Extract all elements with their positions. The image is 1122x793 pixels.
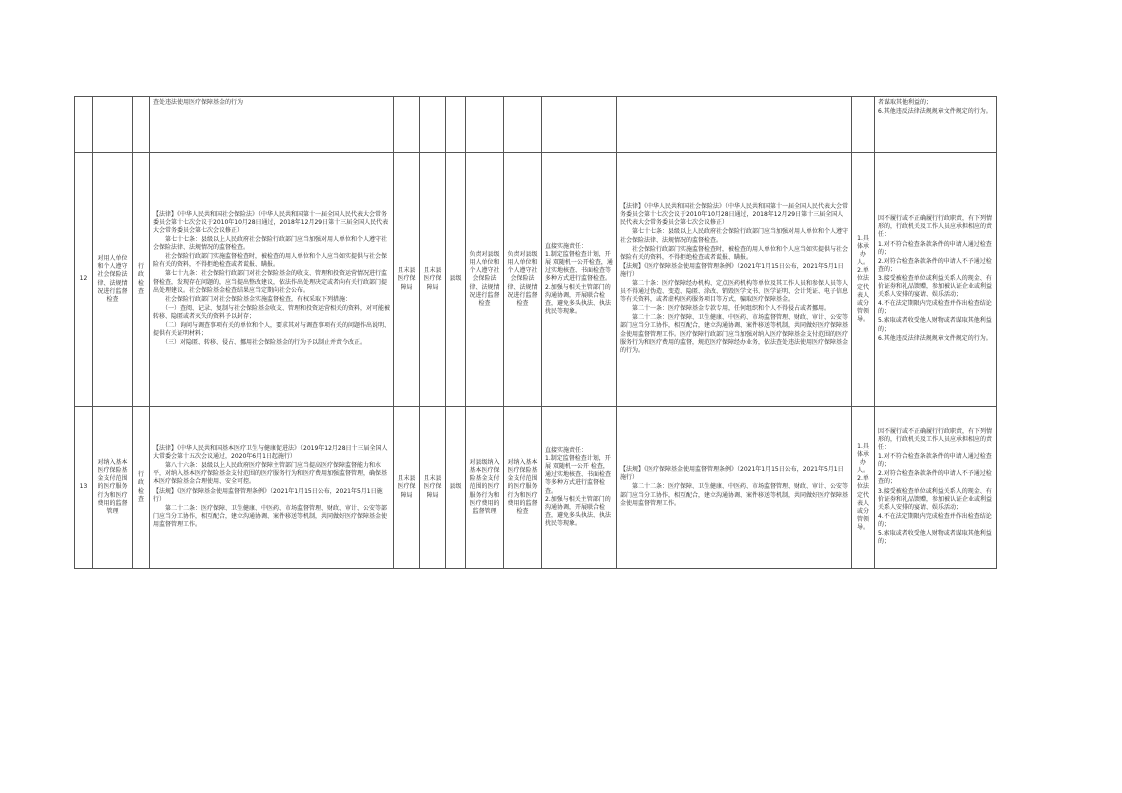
responsibility-content: 对纳入基本医疗保险基金支付范围的医疗服务行为和医疗费用的监督检查 <box>504 407 542 569</box>
paragraph: 【法规】《医疗保障基金使用监督管理条例》（2021年1月15日公布，2021年5月1日施行） <box>620 262 844 278</box>
responsible-persons: 1.具体承办人。 2.单位法定代表人或分管领导。 <box>852 407 875 569</box>
accountability-clauses <box>875 97 997 153</box>
table-row <box>75 407 997 569</box>
paragraph: 【法规】《医疗保障基金使用监督管理条例》（2021年1月15日公布，2021年5月1日施行） <box>620 466 844 482</box>
table-row <box>75 153 997 407</box>
paragraph: 社会保险行政部门实施监督检查时，被检查的用人单位和个人应当如实提供与社会保险有关的资料，不得拒绝检查或者谎报、瞒报。 <box>620 245 849 261</box>
paragraph: 3.接受被检查单位或利益关系人的现金、有价证券和礼品馈赠，参加被认证企业或利益关系人安排的宴请、娱乐活动； <box>878 274 993 299</box>
paragraph: 【法规】《医疗保障基金使用监督管理条例》（2021年1月15日公布，2021年5月1日施行） <box>153 487 383 503</box>
paragraph: 2.对符合检查条款条件的申请人不予通过检查的； <box>878 470 992 486</box>
paragraph: （二）询问与调查事项有关的单位和个人，要求其对与调查事项有关的问题作出说明、提供有关证明材料； <box>153 321 391 338</box>
accountability-clauses <box>875 407 997 569</box>
power-type <box>133 97 150 153</box>
paragraph: 5.索取或者收受他人财物或者谋取其他利益的； <box>878 529 992 546</box>
legal-basis <box>150 97 394 153</box>
responsible-persons <box>852 97 875 153</box>
responsibility-subject <box>466 97 504 153</box>
paragraph: 因不履行或不正确履行行政职责，有下列情形的，行政机关及工作人员应承担相应的责任： <box>878 427 993 452</box>
responsible-persons: 1.具体承办人。 2.单位法定代表人或分管领导。 <box>852 153 875 407</box>
paragraph: 第二十二条：医疗保障、卫生健康、中医药、市场监督管理、财政、审计、公安等部门应当分工协作，相互配合，建立沟通协调、案件移送等机制，共同做好医疗保障基金使用监督管理工作。 <box>153 504 388 528</box>
paragraph: 第二十一条：医疗保障基金专款专用，任何组织和个人不得侵占或者挪用。 <box>620 305 831 313</box>
paragraph: 3.接受被检查单位或利益关系人的现金、有价证券和礼品馈赠，参加被认证企业或利益关系人安排的宴请、娱乐活动； <box>878 487 993 511</box>
implementing-department <box>394 97 420 153</box>
duty-items: 直接实施责任： 1.制定监督检查计划，开展 双随机一公开检查，通过实地核查、书面检查等多种方式进行监督检查。 2.加强与相关主管部门的沟通协调，开展联合检查，避免多头执法、执法扰民等现象。 <box>542 153 617 407</box>
power-type: 行政检查 <box>133 407 150 569</box>
paragraph: 第八十六条：县级以上人民政府医疗保障主管部门应当提高医疗保障监督能力和水平，对纳入基本医疗保险基金支付范围的医疗服务行为和医疗费用加强监督管理，确保基本医疗保险基金合理使用、安全可控。 <box>153 462 388 486</box>
duty-items: 直接实施责任： 1.制定监督检查计划，开展 双随机一公开 检查，通过实地核查、书面检查等多种方式进行监督检查。 2.加强与相关主管部门的沟通协调，开展联合检查，避免多头执法、执法扰民等现象。 <box>542 407 617 569</box>
paragraph: 社会保险行政部门实施监督检查时，被检查的用人单位和个人应当如实提供与社会保险有关的资料，不得拒绝检查或者谎报、瞒报。 <box>153 253 388 269</box>
paragraph: 第七十九条：社会保险行政部门对社会保险基金的收支、管理和投资运营情况进行监督检查，发现存在问题的，应当提出整改建议，依法作出处理决定或者向有关行政部门提出处理建议。社会保险基金检查结果应当定期向社会公布。 <box>153 270 388 294</box>
responsible-office <box>420 97 446 153</box>
accountability-clauses <box>875 153 997 407</box>
responsibility-subject: 对县级纳入基本医疗保险基金支付范围的医疗服务行为和医疗费用的监督管理 <box>466 407 504 569</box>
responsible-office: 且末县医疗保障局 <box>420 153 446 407</box>
inspection-item: 对用人单位和个人遵守社会保险法律、法规情况进行监督检查 <box>93 153 133 407</box>
legal-basis <box>150 153 394 407</box>
inspection-item: 对纳入基本医疗保险基金支付范围的医疗服务行为和医疗费用的监督管理 <box>93 407 133 569</box>
paragraph: 【法律】《中华人民共和国社会保险法》（中华人民共和国第十一届全国人民代表大会常务委员会第十七次会议于2010年10月28日通过，2018年12月29日第十三届全国人民代表大会常务委员会第七次会议修正） <box>620 203 849 227</box>
table-row <box>75 97 997 153</box>
execution-level: 县级 <box>446 407 466 569</box>
paragraph: 查处违法使用医疗保障基金的行为 <box>153 99 244 106</box>
paragraph: 6.其他违反法律法规规章文件规定的行为。 <box>878 108 992 116</box>
row-number: 13 <box>75 407 93 569</box>
paragraph: 【法律】《中华人民共和国基本医疗卫生与健康促进法》（2019年12月28日十三届全国人大常委会第十五次会议通过，2020年6月1日起施行） <box>153 445 388 461</box>
power-type: 行政检查 <box>133 153 150 407</box>
implementing-department: 且末县医疗保障局 <box>394 153 420 407</box>
paragraph: 第二十二条：医疗保障、卫生健康、中医药、市场监督管理、财政、审计、公安等部门应当分工协作，相互配合，建立沟通协调、案件移送等机制，共同做好医疗保障基金使用监督管理工作。 <box>620 483 849 507</box>
inspection-item <box>93 97 133 153</box>
implementing-department: 且末县医疗保障局 <box>394 407 420 569</box>
paragraph: 第二十二条：医疗保障、卫生健康、中医药、市场监督管理、财政、审计、公安等部门应当分工协作，相互配合，建立沟通协调、案件移送等机制，共同做好医疗保障基金使用监督管理工作。医疗保障行政部门应当加强对纳入医疗保障基金支付范围的医疗服务行为和医疗费用的监督，规范医疗保障经办业务，依法查处违法使用医疗保障基金的行为。 <box>620 314 849 354</box>
duty-basis <box>617 407 852 569</box>
paragraph: 者谋取其他利益的； <box>878 99 933 106</box>
row-number <box>75 97 93 153</box>
paragraph: （三）对隐匿、转移、侵占、挪用社会保险基金的行为予以制止并责令改正。 <box>153 339 367 347</box>
duty-items <box>542 97 617 153</box>
paragraph: 社会保险行政部门对社会保险基金实施监督检查，有权采取下列措施： <box>153 295 352 303</box>
paragraph: 1.对不符合检查条款条件的申请人通过检查的； <box>878 453 992 469</box>
legal-basis <box>150 407 394 569</box>
paragraph: 【法律】《中华人民共和国社会保险法》（中华人民共和国第十一届全国人民代表大会常务委员会第十七次会议于2010年10月28日通过，2018年12月29日第十三届全国人民代表大会常务委员会第七次会议修正） <box>153 210 389 234</box>
paragraph: 第七十七条：县级以上人民政府社会保险行政部门应当加强对用人单位和个人遵守社会保险法律、法规情况的监督检查。 <box>153 236 388 252</box>
duty-basis <box>617 153 852 407</box>
responsibility-subject: 负责对县级用人单位和个人遵守社会保险法律、法规情况进行监督检查 <box>466 153 504 407</box>
paragraph: （一）查阅、记录、复制与社会保险基金收支、管理和投资运营相关的资料，对可能被转移、隐匿或者灭失的资料予以封存； <box>153 304 391 320</box>
paragraph: 4.不在法定期限内完成检查并作出检查结论的； <box>878 512 992 528</box>
paragraph: 4.不在法定期限内完成检查并作出检查结论的； <box>878 300 992 316</box>
paragraph: 2.对符合检查条款条件的申请人不予通过检查的； <box>878 257 992 273</box>
responsibility-content: 负责对县级用人单位和个人遵守社会保险法律、法规情况进行监督检查 <box>504 153 542 407</box>
paragraph: 第二十条：医疗保障经办机构、定点医药机构等单位及其工作人员和参保人员等人员不得通过伪造、变造、隐匿、涂改、销毁医学文书、医学证明、会计凭证、电子信息等有关资料，或者虚构医药服务项目等方式，骗取医疗保障基金。 <box>620 280 849 304</box>
paragraph: 第七十七条：县级以上人民政府社会保险行政部门应当加强对用人单位和个人遵守社会保险法律、法规情况的监督检查。 <box>620 228 849 244</box>
paragraph: 5.索取或者收受他人财物或者谋取其他利益的； <box>878 317 992 333</box>
paragraph: 6.其他违反法律法规规章文件规定的行为。 <box>878 334 992 342</box>
responsible-office: 且末县医疗保障局 <box>420 407 446 569</box>
execution-level: 县级 <box>446 153 466 407</box>
power-list-table <box>74 96 997 569</box>
duty-basis <box>617 97 852 153</box>
paragraph: 因不履行或不正确履行行政职责，有下列情形的，行政机关及工作人员应承担相应的责任： <box>878 215 993 239</box>
responsibility-content <box>504 97 542 153</box>
execution-level <box>446 97 466 153</box>
paragraph: 1.对不符合检查条款条件的申请人通过检查的； <box>878 240 992 256</box>
row-number: 12 <box>75 153 93 407</box>
